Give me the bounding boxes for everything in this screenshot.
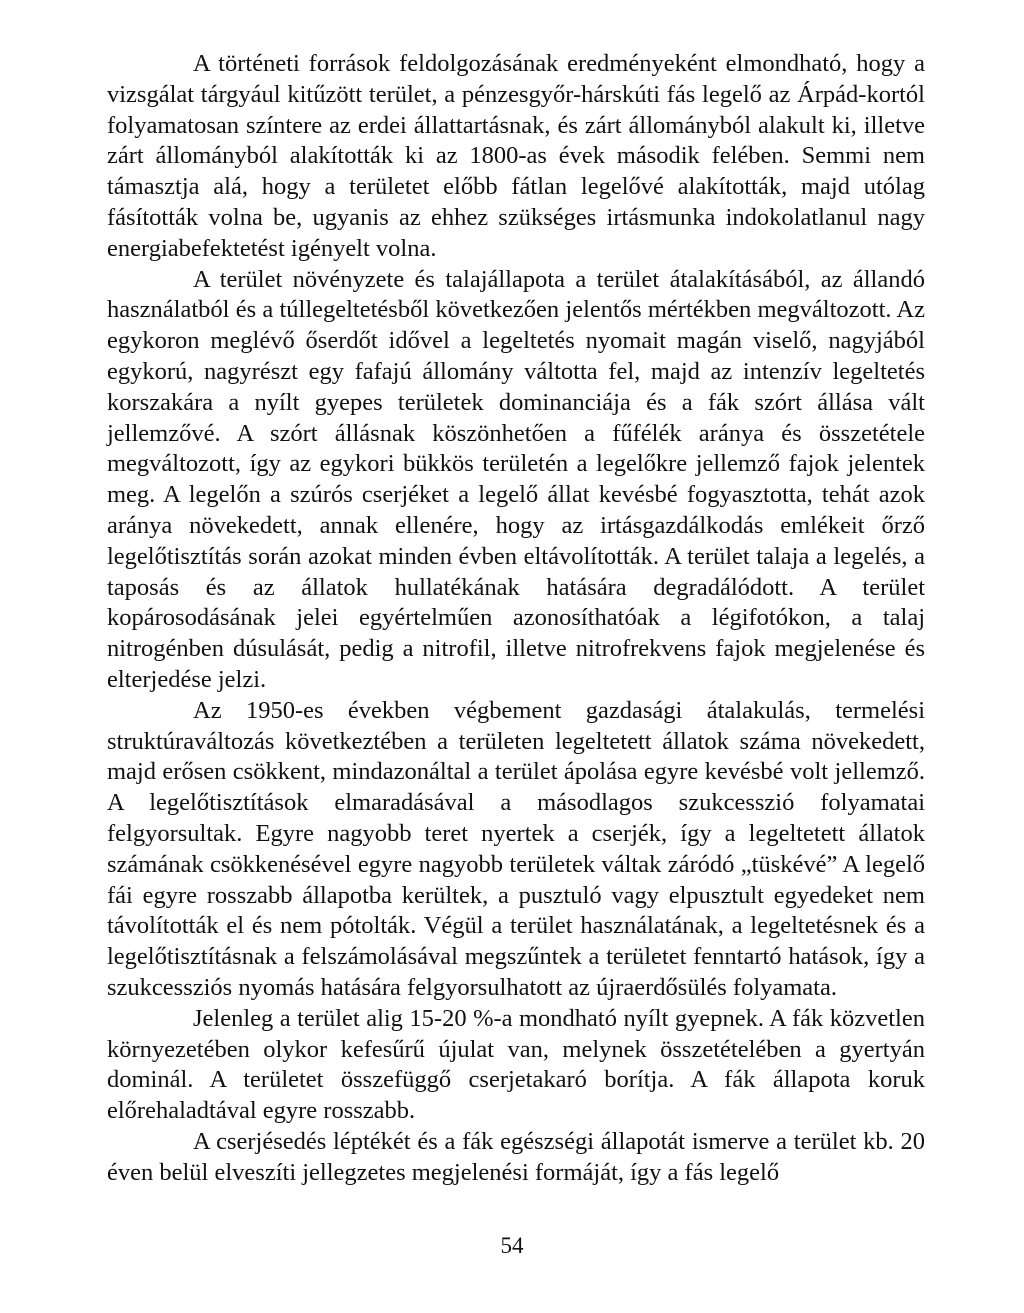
paragraph-5: A cserjésedés léptékét és a fák egészségi állapotát ismerve a terület kb. 20 éven belül elveszíti jellegzetes megjelenési formáját, így a fás legelő <box>107 1127 925 1186</box>
paragraph-3: Az 1950-es években végbement gazdasági átalakulás, termelési struktúraváltozás következtében a területen legeltetett állatok száma növekedett, majd erősen csökkent, mindazonáltal a terület ápolása egyre kevésbé volt jellemző. A legelőtisztítások elmaradásával a másodlagos szukcesszió folyamatai felgyorsultak. Egyre nagyobb teret nyertek a cserjék, így a legeltetett állatok számának csökkenésével egyre nagyobb területek váltak záródó „tüskévé” A legelő fái egyre rosszabb állapotba kerültek, a pusztuló vagy elpusztult egyedeket nem távolították el és nem pótolták. Végül a terület használatának, a legeltetésnek és a legelőtisztításnak a felszámolásával megszűntek a területet fenntartó hatások, így a szukcessziós nyomás hatására felgyorsulhatott az újraerdősülés folyamata. <box>107 696 925 1001</box>
paragraph-2: A terület növényzete és talajállapota a terület átalakításából, az állandó használatból és a túllegeltetésből következően jelentős mértékben megváltozott. Az egykoron meglévő őserdőt idővel a legeltetés nyomait magán viselő, nagyjából egykorú, nagyrészt egy fafajú állomány váltotta fel, majd az intenzív legeltetés korszakára a nyílt gyepes területek dominanciája és a fák szórt állása vált jellemzővé. A szórt állásnak köszönhetően a fűfélék aránya és összetétele megváltozott, így az egykori bükkös területén a legelőkre jellemző fajok jelentek meg. A legelőn a szúrós cserjéket a legelő állat kevésbé fogyasztotta, tehát azok aránya növekedett, annak ellenére, hogy az irtásgazdálkodás emlékeit őrző legelőtisztítás során azokat minden évben eltávolították. A terület talaja a legelés, a taposás és az állatok hullatékának hatására degradálódott. A terület kopárosodásának jelei egyértelműen azonosíthatóak a légifotókon, a talaj nitrogénben dúsulását, pedig a nitrofil, illetve nitrofrekvens fajok megjelenése és elterjedése jelzi. <box>107 265 925 693</box>
paragraph-4: Jelenleg a terület alig 15-20 %-a mondható nyílt gyepnek. A fák közvetlen környezetében olykor kefesűrű újulat van, melynek összetételében a gyertyán dominál. A területet összefüggő cserjetakaró borítja. A fák állapota koruk előrehaladtával egyre rosszabb. <box>107 1004 925 1125</box>
document-body <box>107 49 925 1188</box>
page-number: 54 <box>500 1233 524 1258</box>
paragraph-1: A történeti források feldolgozásának eredményeként elmondható, hogy a vizsgálat tárgyául kitűzött terület, a pénzesgyőr-hárskúti fás legelő az Árpád-kortól folyamatosan színtere az erdei állattartásnak, és zárt állományból alakult ki, illetve zárt állományból alakították ki az 1800-as évek második felében. Semmi nem támasztja alá, hogy a területet előbb fátlan legelővé alakították, majd utólag fásították volna be, ugyanis az ehhez szükséges irtásmunka indokolatlanul nagy energiabefektetést igényelt volna. <box>107 50 925 262</box>
